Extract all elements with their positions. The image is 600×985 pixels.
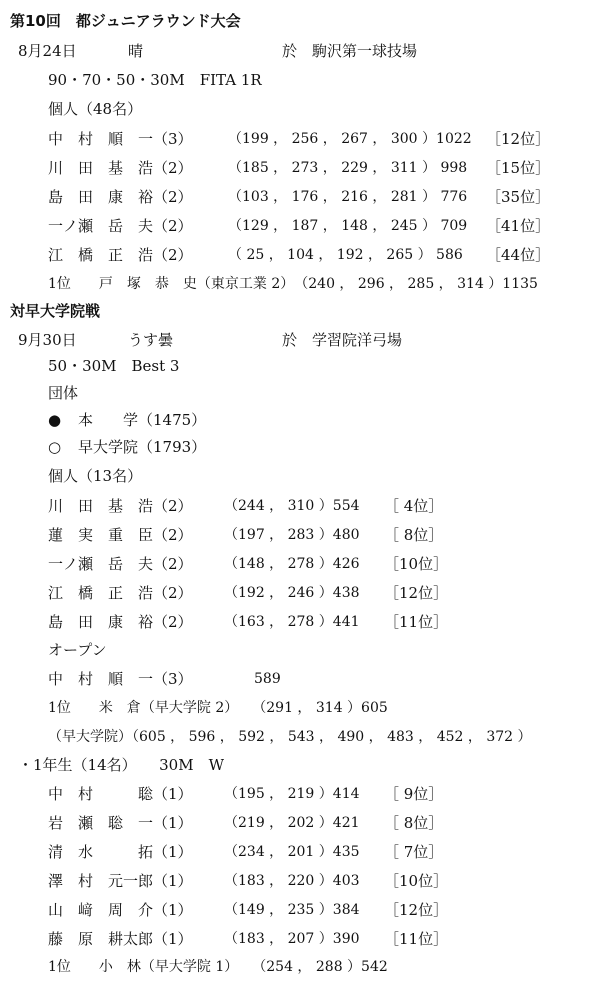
table-row xyxy=(0,130,600,150)
archer-name: 島 田 康 裕（2） xyxy=(48,188,193,206)
archer-rank: ［10位］ xyxy=(384,555,449,573)
table-row xyxy=(0,246,600,266)
archer-scores: （148 ， 278 ）426 xyxy=(224,556,360,572)
archer-scores: （185 ， 273 ， 229 ， 311 ） 998 xyxy=(228,160,468,176)
table-row xyxy=(0,584,600,604)
archer-name: 島 田 康 裕（2） xyxy=(48,613,193,631)
section1-winner: 1位 戸 塚 恭 史（東京工業 2） （240 ， 296 ， 285 ， 314 ）1135 xyxy=(48,276,538,292)
section2-winner: 1位 米 倉（早大学院 2） （291 ， 314 ）605 xyxy=(48,700,388,716)
archer-name: 江 橋 正 浩（2） xyxy=(48,246,193,264)
archer-name: 一ノ瀬 岳 夫（2） xyxy=(48,555,193,573)
archer-scores: （199 ， 256 ， 267 ， 300 ）1022 xyxy=(228,131,472,147)
archer-name: 一ノ瀬 岳 夫（2） xyxy=(48,217,193,235)
freshman-label: ・1年生（14名） 30M W xyxy=(18,756,224,774)
archer-rank: ［12位］ xyxy=(486,130,551,148)
archer-score: 589 xyxy=(254,671,281,687)
opponent-scores: （早大学院）（605 ， 596 ， 592 ， 543 ， 490 ， 483 ， 452 ， 372 ） xyxy=(48,729,532,745)
archer-name: 川 田 基 浩（2） xyxy=(48,159,193,177)
section2-heading: 対早大学院戦 xyxy=(10,302,101,320)
table-row xyxy=(0,872,600,892)
archer-rank: ［ 9位］ xyxy=(384,785,444,803)
archer-rank: ［ 7位］ xyxy=(384,843,444,861)
section2-weather: うす曇 xyxy=(128,331,174,349)
archer-rank: ［10位］ xyxy=(384,872,449,890)
archer-scores: （244 ， 310 ）554 xyxy=(224,498,360,514)
archer-name: 江 橋 正 浩（2） xyxy=(48,584,193,602)
list-item xyxy=(0,438,600,458)
archer-rank: ［12位］ xyxy=(384,901,449,919)
table-row xyxy=(0,613,600,633)
archer-scores: （ 25 ， 104 ， 192 ， 265 ） 586 xyxy=(228,247,463,263)
archer-rank: ［ 8位］ xyxy=(384,814,444,832)
archer-rank: ［12位］ xyxy=(384,584,449,602)
archer-scores: （129 ， 187 ， 148 ， 245 ） 709 xyxy=(228,218,468,234)
section2-venue: 於 学習院洋弓場 xyxy=(282,331,403,349)
archer-rank: ［ 8位］ xyxy=(384,526,444,544)
list-item xyxy=(0,411,600,431)
archer-rank: ［ 4位］ xyxy=(384,497,444,515)
archer-rank: ［11位］ xyxy=(384,930,449,948)
archer-scores: （183 ， 207 ）390 xyxy=(224,931,360,947)
archer-name: 中 村 順 一（3） xyxy=(48,670,193,688)
archer-name: 岩 瀬 聡 一（1） xyxy=(48,814,193,832)
table-row xyxy=(0,814,600,834)
section2-format: 50・30M Best 3 xyxy=(48,357,180,375)
result-mark: ● xyxy=(48,411,62,429)
archer-name: 澤 村 元一郎（1） xyxy=(48,872,193,890)
table-row xyxy=(0,188,600,208)
table-row xyxy=(0,217,600,237)
section1-format: 90・70・50・30M FITA 1R xyxy=(48,71,262,89)
archer-name: 川 田 基 浩（2） xyxy=(48,497,193,515)
archer-scores: （195 ， 219 ）414 xyxy=(224,786,360,802)
table-row xyxy=(0,159,600,179)
archer-scores: （234 ， 201 ）435 xyxy=(224,844,360,860)
archer-rank: ［15位］ xyxy=(486,159,551,177)
archer-name: 中 村 聡（1） xyxy=(48,785,193,803)
table-row xyxy=(0,930,600,950)
section1-venue: 於 駒沢第一球技場 xyxy=(282,42,418,60)
archer-scores: （163 ， 278 ）441 xyxy=(224,614,360,630)
section2-date: 9月30日 xyxy=(18,331,77,349)
archer-scores: （192 ， 246 ）438 xyxy=(224,585,360,601)
result-mark: ○ xyxy=(48,438,62,456)
archer-scores: （149 ， 235 ）384 xyxy=(224,902,360,918)
archer-rank: ［41位］ xyxy=(486,217,551,235)
section2-individual-label: 個人（13名） xyxy=(48,467,143,485)
section1-date: 8月24日 xyxy=(18,42,77,60)
table-row xyxy=(0,555,600,575)
table-row xyxy=(0,497,600,517)
archer-rank: ［44位］ xyxy=(486,246,551,264)
archer-scores: （183 ， 220 ）403 xyxy=(224,873,360,889)
archer-scores: （197 ， 283 ）480 xyxy=(224,527,360,543)
section1-heading: 第10回 都ジュニアラウンド大会 xyxy=(10,12,241,30)
archer-scores: （219 ， 202 ）421 xyxy=(224,815,360,831)
open-row xyxy=(0,670,600,690)
table-row xyxy=(0,901,600,921)
table-row xyxy=(0,526,600,546)
table-row xyxy=(0,843,600,863)
archer-rank: ［35位］ xyxy=(486,188,551,206)
archer-name: 中 村 順 一（3） xyxy=(48,130,193,148)
archer-rank: ［11位］ xyxy=(384,613,449,631)
freshman-winner: 1位 小 林（早大学院 1） （254 ， 288 ）542 xyxy=(48,959,388,975)
archer-scores: （103 ， 176 ， 216 ， 281 ） 776 xyxy=(228,189,468,205)
archer-name: 清 水 拓（1） xyxy=(48,843,193,861)
team-result-text: 早大学院（1793） xyxy=(78,438,207,456)
section1-weather: 晴 xyxy=(128,42,144,60)
archer-name: 山 﨑 周 介（1） xyxy=(48,901,193,919)
open-label: オープン xyxy=(48,641,107,659)
team-result-text: 本 学（1475） xyxy=(78,411,207,429)
archer-name: 蓮 実 重 臣（2） xyxy=(48,526,193,544)
section1-individual-label: 個人（48名） xyxy=(48,100,143,118)
table-row xyxy=(0,785,600,805)
archer-name: 藤 原 耕太郎（1） xyxy=(48,930,193,948)
team-label: 団体 xyxy=(48,384,79,402)
